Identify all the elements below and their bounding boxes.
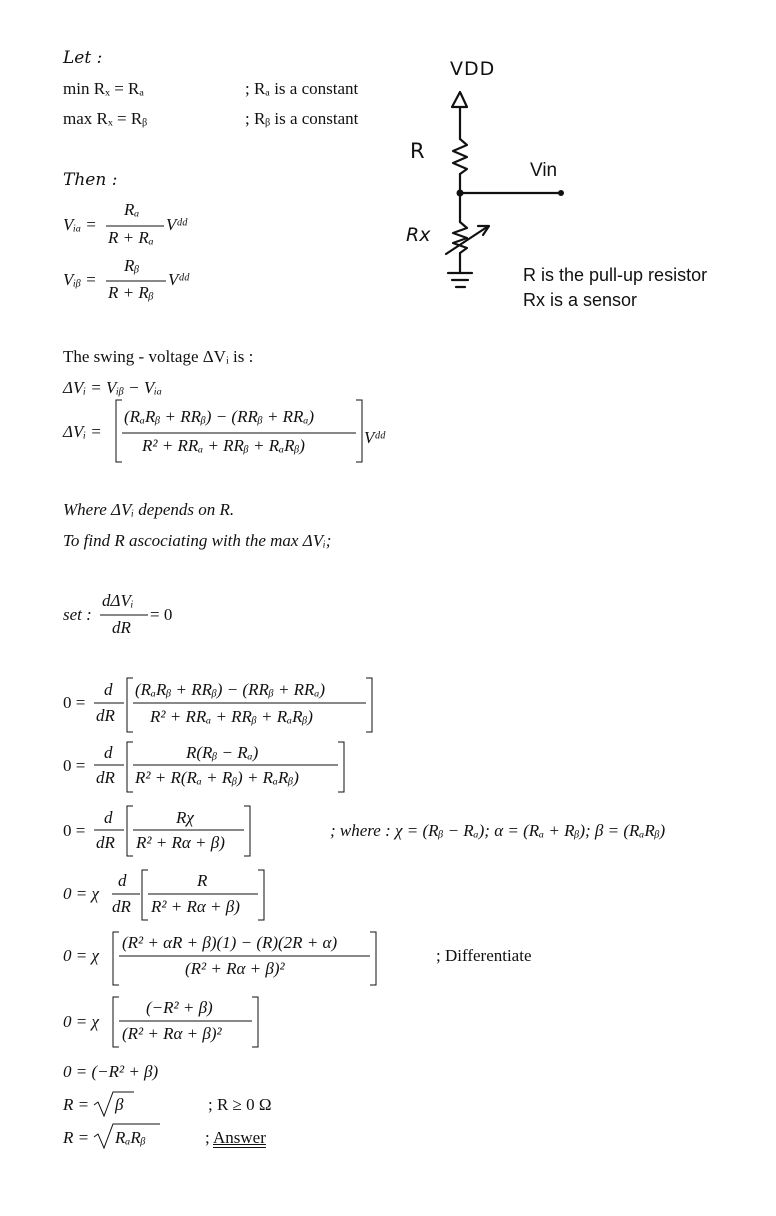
s4-numerator: R [197, 871, 208, 890]
s1-dR: dR [96, 706, 115, 725]
swing-lhs: ΔVᵢ = [63, 422, 102, 441]
s3-d: d [104, 808, 113, 827]
s1-bracket-left [127, 678, 133, 732]
vib-denominator: R + Rᵦ [108, 283, 154, 302]
s4-zero-chi: 0 = χ [63, 884, 99, 903]
then-label: Then : [63, 170, 118, 190]
pullup-resistor-icon [453, 139, 467, 174]
s5-bracket-left [113, 932, 119, 985]
vdd-terminal-icon [452, 92, 467, 107]
s6-bracket-left [113, 997, 119, 1047]
s3-numerator: Rχ [176, 808, 194, 827]
r-label: R [410, 139, 425, 163]
s2-numerator: R(Rᵦ − Rₐ) [186, 743, 259, 762]
s9-lhs: R = [63, 1128, 90, 1147]
via-vdd: Vᵈᵈ [166, 215, 187, 234]
s5-numerator: (R² + αR + β)(1) − (R)(2R + α) [122, 933, 338, 952]
via-denominator: R + Rₐ [108, 228, 154, 247]
min-rx-note: ; Rₐ is a constant [245, 79, 359, 98]
s4-dR: dR [112, 897, 131, 916]
answer-label: Answer [213, 1128, 266, 1147]
s6-zero-chi: 0 = χ [63, 1012, 99, 1031]
s4-denominator: R² + Rα + β) [151, 897, 240, 916]
s2-d: d [104, 743, 113, 762]
swing-numerator: (RₐRᵦ + RRᵦ) − (RRᵦ + RRₐ) [124, 407, 315, 426]
vin-label: Vin [530, 160, 558, 181]
max-rx-eq: max Rₓ = Rᵦ [63, 109, 148, 128]
s6-bracket-right [252, 997, 258, 1047]
min-rx-eq: min Rₓ = Rₐ [63, 79, 145, 98]
s3-bracket-right [244, 806, 250, 856]
max-rx-note: ; Rᵦ is a constant [245, 109, 359, 128]
rx-label: Rx [406, 224, 431, 246]
via-numerator: Rₐ [124, 200, 140, 219]
s1-denominator: R² + RRₐ + RRᵦ + RₐRᵦ) [150, 707, 313, 726]
swing-denominator: R² + RRₐ + RRᵦ + RₐRᵦ) [142, 436, 305, 455]
s3-dR: dR [96, 833, 115, 852]
s6-denominator: (R² + Rα + β)² [122, 1024, 222, 1043]
circuit-note-2: Rx is a sensor [523, 290, 638, 310]
s5-differentiate-note: ; Differentiate [436, 946, 532, 965]
s5-denominator: (R² + Rα + β)² [185, 959, 285, 978]
s2-denominator: R² + R(Rₐ + Rᵦ) + RₐRᵦ) [135, 768, 299, 787]
let-label: Let : [63, 48, 103, 68]
s1-bracket-right [366, 678, 372, 732]
s4-bracket-right [258, 870, 264, 920]
vib-lhs: Vᵢᵦ = [63, 270, 97, 289]
s6-numerator: (−R² + β) [146, 998, 213, 1017]
vin-terminal [558, 190, 564, 196]
s4-bracket-left [142, 870, 148, 920]
s5-bracket-right [370, 932, 376, 985]
s3-zero: 0 = [63, 821, 86, 840]
vib-vdd: Vᵈᵈ [168, 270, 189, 289]
s2-zero: 0 = [63, 756, 86, 775]
s7-equation: 0 = (−R² + β) [63, 1062, 159, 1081]
s8-lhs: R = [63, 1095, 90, 1114]
set-label: set : [63, 605, 92, 624]
vdd-label: VDD [450, 58, 496, 80]
vib-numerator: Rᵦ [124, 256, 140, 275]
s8-radical [94, 1092, 134, 1116]
s1-d: d [104, 680, 113, 699]
set-denominator: dR [112, 618, 131, 637]
s2-bracket-left [127, 742, 133, 792]
s3-bracket-left [127, 806, 133, 856]
set-rhs: = 0 [150, 605, 173, 624]
circuit-note-1: R is the pull-up resistor [523, 265, 708, 285]
to-find-text: To find R ascociating with the max ΔVᵢ; [63, 531, 332, 550]
s3-denominator: R² + Rα + β) [136, 833, 225, 852]
sensor-arrow-shaft [446, 227, 487, 254]
swing-bracket-right [356, 400, 362, 462]
s4-d: d [118, 871, 127, 890]
s8-note: ; R ≥ 0 Ω [208, 1095, 272, 1114]
s3-where-note: ; where : χ = (Rᵦ − Rₐ); α = (Rₐ + Rᵦ); β = (RₐRᵦ) [330, 821, 666, 840]
s2-dR: dR [96, 768, 115, 787]
node-junction [457, 190, 464, 197]
s2-bracket-right [338, 742, 344, 792]
s9-note: ; [205, 1128, 210, 1147]
via-lhs: Vᵢₐ = [63, 215, 97, 234]
swing-heading: The swing - voltage ΔVᵢ is : [63, 347, 254, 366]
set-numerator: dΔVᵢ [102, 591, 134, 610]
swing-difference: ΔVᵢ = Vᵢᵦ − Vᵢₐ [63, 378, 162, 397]
s1-numerator: (RₐRᵦ + RRᵦ) − (RRᵦ + RRₐ) [135, 680, 326, 699]
where-depends-text: Where ΔVᵢ depends on R. [63, 500, 235, 519]
s5-zero-chi: 0 = χ [63, 946, 99, 965]
swing-vdd: Vᵈᵈ [364, 428, 385, 447]
swing-bracket-left [116, 400, 122, 462]
s1-zero: 0 = [63, 693, 86, 712]
s8-radicand: β [115, 1095, 124, 1114]
s9-radicand: RₐRᵦ [115, 1128, 146, 1147]
